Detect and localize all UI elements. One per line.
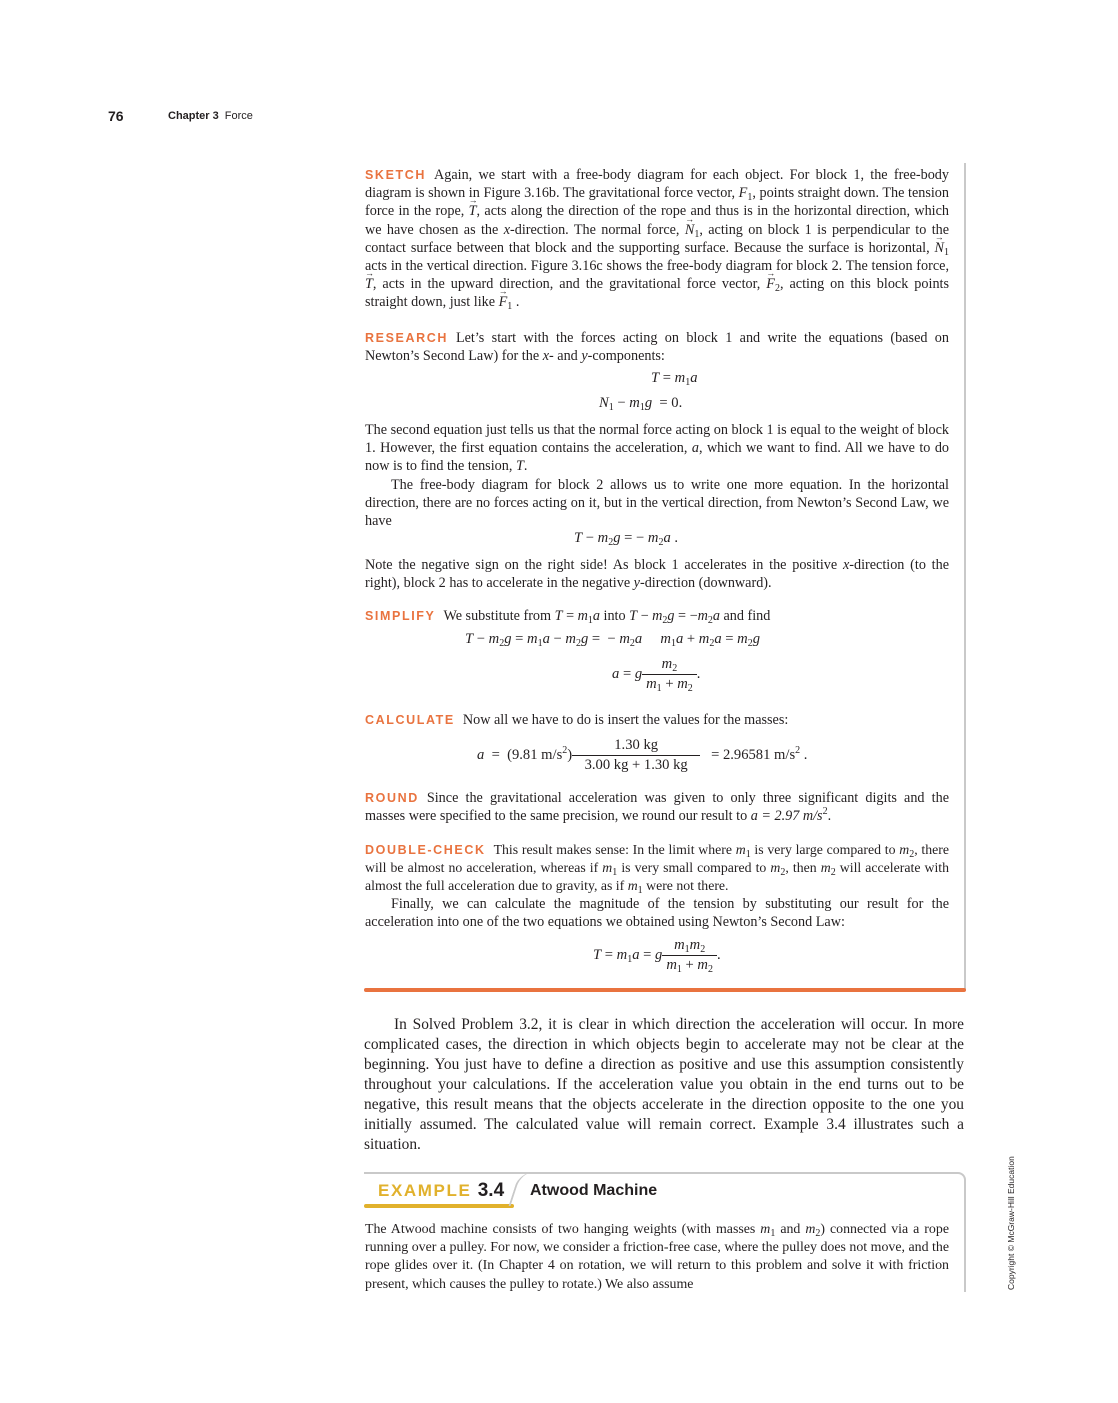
double-check-text: will accelerate with almost the full acceleration due to gravity, as if [365,860,950,894]
example-label [378,1180,504,1202]
simplify-text: We substitute from [443,608,552,624]
sketch-text: , points straight down. The tension force in the rope, [365,185,949,220]
equation-substitution: $T - m_2g = m_1a - m_2g$ = − $m_2a$ $m_1a + m_2a = m_2g$ [465,631,760,649]
double-check-paragraph [365,895,949,931]
page-number: 76 [108,108,124,124]
example-number: 3.4 [477,1180,505,1201]
round-text: Since the gravitational acceleration was given to only three significant digits and the masses were specified to the same precision, we round our result to [365,790,949,825]
research-label: RESEARCH [365,331,448,345]
equation-acceleration: a = g $\frac{m_2}{m_1 + m_2}$ . [612,656,701,694]
simplify-label: SIMPLIFY [365,609,436,623]
sketch-text: , acts along the direction of the rope and thus is in the horizontal direction, which we have chosen as the [365,203,950,238]
calc-numerator: 1.30 kg [572,737,700,756]
round-section: ROUND Since the gravitational acceleration was given to only three significant digits and the masses were specified to the same precision, we round our result to a = 2.97 $m/s^2$. [365,790,949,825]
double-check-text: This result makes sense: In the limit where [493,842,732,857]
calculate-label: CALCULATE [365,713,455,727]
example-title: Atwood Machine [530,1182,658,1199]
sketch-section: SKETCH Again, we start with a free-body diagram for each object. For block 1, the free-body diagram is shown in Figure 3.16b. The gravitational force vector, $F_1$, points straight down. The tension force in the rope, → T, acts along the direction of the rope and thus is in the horizontal direction, which we have chosen as the x-direction. The normal force, → $N_1$, acting on block 1 is perpendicular to the contact surface between that block and the supporting surface. Because the surface is horizontal, → $N_1$ acts in the vertical direction. Figure 3.16c shows the free-body diagram for block 2. The tension force, → T, acts in the upward direction, and the gravitational force vector, → $F_2$, acting on this block points straight down, just like → $F_1$ . [365,166,949,312]
research-section: RESEARCH Let’s start with the forces acting on block 1 and write the equations (based on Newton’s Second Law) for the x- and y-components: [365,330,949,365]
research-text: - and [549,348,578,365]
body-paragraph: In Solved Problem 3.2, it is clear in which direction the acceleration will occur. In more complicated cases, the direction in which objects begin to accelerate may not be clear at the beginning. You just have to define a direction as positive and use this assumption consistently throughout your calculations. If the acceleration value you obtain in the end turns out to be negative, this result means that the objects accelerate in the direction opposite to the one you initially assumed. The calculated value will remain correct. Example 3.4 illustrates such a situation. [364,1016,964,1153]
double-check-text: is very small compared to [621,860,767,876]
equation-tension-result: $T = m_1a = g$ $\frac{m_1m_2}{m_1 + m_2}$ . [593,937,721,975]
calc-denominator: 3.00 kg + 1.30 kg [584,757,688,773]
research-paragraph: The second equation just tells us that the normal force acting on block 1 is equal to the weight of block 1. However, the first equation contains the acceleration, a, which we want to find. All we have to do now is to find the tension, T. [365,422,950,475]
sketch-text: -direction. The normal force, [510,221,680,238]
research-text: -components: [587,348,665,365]
research-paragraph: Note the negative sign on the right side! As block 1 accelerates in the positive x-direction (to the right), block 2 has to accelerate in the negative y-direction (downward). [365,557,949,592]
example-text: The Atwood machine consists of two hanging weights (with masses $m_1$ and $m_2$) connected via a rope running over a pulley. For now, we consider a friction-free case, where the pulley does not move, and the rope glides over it. (In Chapter 4 on rotation, we will return to this problem and solve it with friction present, which causes the pulley to rotate.) We also assume [365,1222,949,1292]
calc-result: = 2.96581 m/s [711,746,796,763]
double-check-text: Finally, we can calculate the magnitude of the tension by substituting our result for the acceleration into one of the two equations we obtained using Newton’s Second Law: [365,896,949,931]
double-check-label: DOUBLE-CHECK [365,843,486,857]
example-text-part: and [780,1222,801,1237]
equation-block2: $T - m_2g$ = − $m_2a$ . [574,530,679,548]
example-underline [364,1204,514,1208]
double-check-text: is very large compared to [754,842,896,857]
double-check-section: DOUBLE-CHECK This result makes sense: In the limit where $m_1$ is very large compared to $m_2$, there will be almost no acceleration, whereas if $m_1$ is very small compared to $m_2$, then $m_2$ will accelerate with almost the full acceleration due to gravity, as if $m_1$ were not there. [365,842,950,897]
chapter-title: Force [224,110,253,122]
double-check-text: were not there. [646,878,729,894]
round-label: ROUND [365,791,419,805]
equation-calculation: a = (9.81 $m/s^2$) $\frac{1.30 kg}{3.00 kg + 1.30 kg}$ = 2.96581 $m/s^2$ . [477,737,808,773]
sketch-text: , acts in the upward direction, and the gravitational force vector, [372,276,761,293]
simplify-section: SIMPLIFY We substitute from $T = m_1a$ into $T - m_2g = -m_2a$ and find [365,608,771,626]
research-text: , which we want to find. All we have to do now is to find the tension, [365,440,950,475]
copyright-notice: Copyright © McGraw-Hill Education [1006,1156,1016,1290]
research-text: -direction (to the right), block 2 has to accelerate in the negative [365,557,949,592]
round-value: a = 2.97 m/s [750,808,823,825]
research-text: Note the negative sign on the right side! As block 1 accelerates in the positive [365,557,838,573]
sketch-text: acts in the vertical direction. Figure 3.16c shows the free-body diagram for block 2. The tension force, [365,258,949,275]
sketch-text: , acting on this block points straight down, just like [365,276,949,311]
research-text: The free-body diagram for block 2 allows us to write one more equation. In the horizontal direction, there are no forces acting on it, but in the vertical direction, from Newton’s Second Law, we have [365,477,949,530]
calc-g: (9.81 m/s [507,746,563,763]
research-text: Let’s start with the forces acting on block 1 and write the equations (based on Newton’s Second Law) for the [365,330,949,365]
research-paragraph [365,476,949,531]
calculate-text: Now all we have to do is insert the values for the masses: [462,712,789,728]
example-label-text: EXAMPLE [378,1181,472,1200]
research-text: The second equation just tells us that the normal force acting on block 1 is equal to the weight of block 1. However, the first equation contains the acceleration, [365,422,949,457]
chapter-label: Chapter 3 [168,110,219,122]
simplify-text: into [603,608,626,624]
example-text-part: The Atwood machine consists of two hanging weights (with masses [365,1222,756,1237]
double-check-text: , there will be almost no acceleration, whereas if [365,842,949,876]
research-text: -direction (downward). [639,575,772,592]
double-check-text: , then [785,860,817,876]
example-text-part: ) connected via a rope running over a pulley. For now, we consider a friction-free case, where the pulley does not move, and the rope glides over it. (In Chapter 4 on rotation, we will return to this problem and solve it with friction present, which causes the pulley to rotate.) We also assume [365,1222,949,1292]
simplify-text: and find [723,608,771,624]
sketch-label: SKETCH [365,168,426,182]
sketch-text: , acting on block 1 is perpendicular to the contact surface between that block and the supporting surface. Because the surface is horizontal, [365,221,950,256]
equation-normal: $N_1 - m_1g = 0$. [599,395,683,413]
calculate-section [365,711,949,729]
sketch-text: Again, we start with a free-body diagram for each object. For block 1, the free-body diagram is shown in Figure 3.16b. The gravitational force vector, [365,167,949,202]
solution-box-rule [364,988,966,992]
running-head [168,110,253,122]
equation-tension: $T = m_1a$ [651,370,698,388]
